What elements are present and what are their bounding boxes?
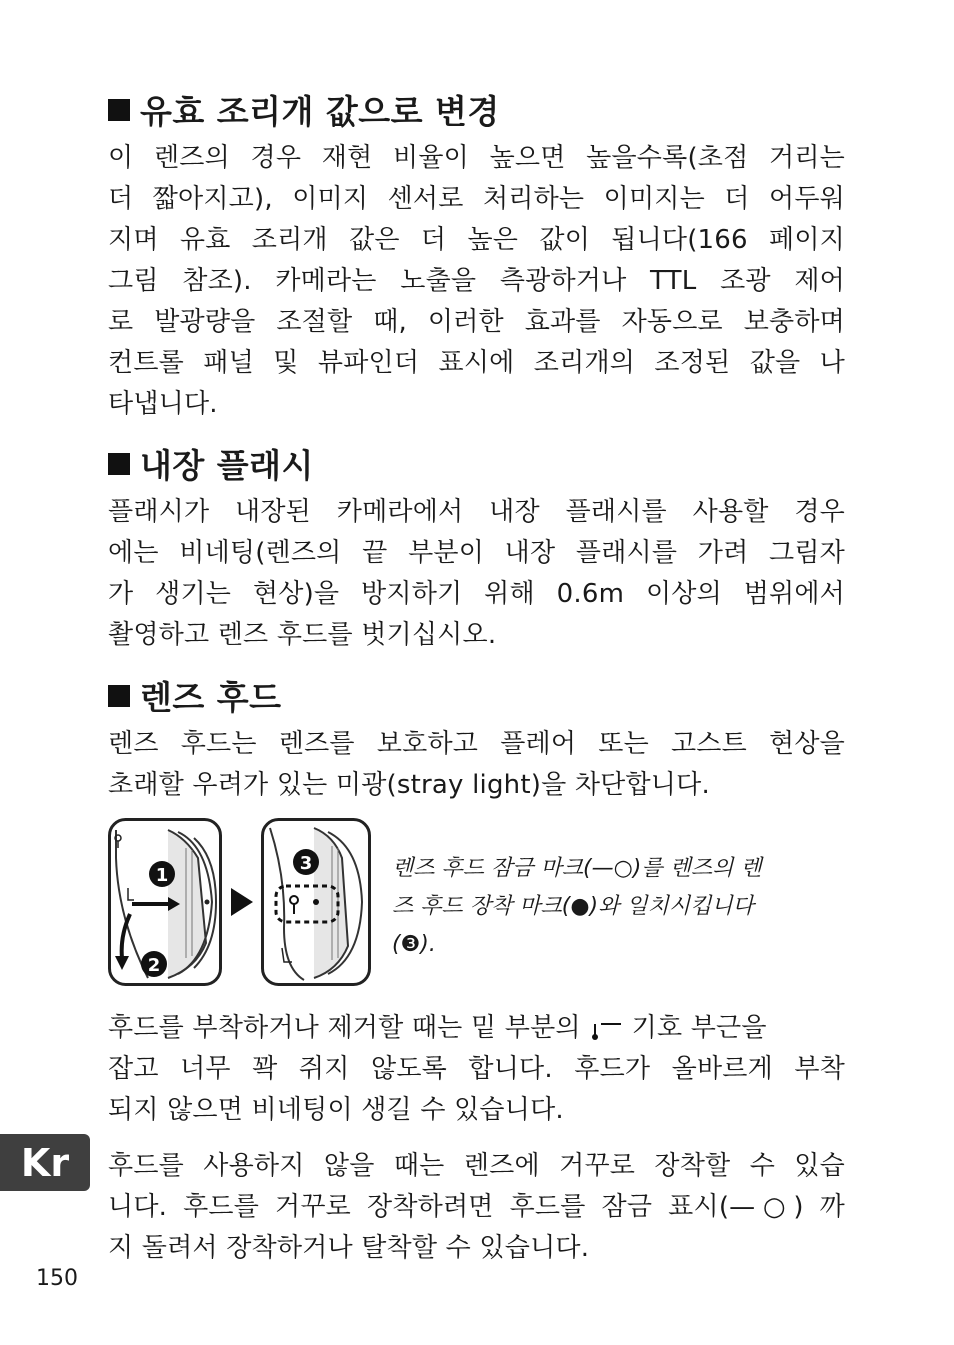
svg-text:2: 2 — [147, 955, 161, 976]
text-line: 에는 비네팅(렌즈의 끝 부분이 내장 플래시를 가려 그림자 — [108, 538, 845, 568]
text-line: 후드를 사용하지 않을 때는 렌즈에 거꾸로 장착할 수 있습 — [108, 1151, 845, 1181]
caption-line: 즈 후드 장착 마크(●)와 일치시킵니다 — [392, 894, 754, 919]
next-step-arrow-icon — [231, 888, 253, 916]
section-title-built-in-flash: 내장 플래시 — [108, 440, 314, 487]
language-tab: Kr — [0, 1134, 90, 1191]
text-line: 타냅니다. — [108, 389, 218, 419]
reverse-mount-paragraph — [108, 1146, 845, 1269]
lens-hood-attach-illustration — [108, 818, 378, 990]
text-line: 촬영하고 렌즈 후드를 벗기십시오. — [108, 620, 497, 650]
text-line: 후드를 부착하거나 제거할 때는 밑 부분의 기호 부근을 — [108, 1013, 767, 1043]
svg-text:1: 1 — [155, 865, 169, 886]
text-line: 잡고 너무 꽉 쥐지 않도록 합니다. 후드가 올바르게 부착 — [108, 1054, 845, 1084]
caption-line: 렌즈 후드 잠금 마크(—○)를 렌즈의 렌 — [392, 856, 762, 881]
built-in-flash-paragraph — [108, 492, 845, 656]
effective-aperture-paragraph — [108, 138, 845, 425]
hood-base-mark-icon — [589, 1016, 623, 1042]
section-title-effective-aperture: 유효 조리개 값으로 변경 — [108, 86, 500, 133]
text-line: 되지 않으면 비네팅이 생길 수 있습니다. — [108, 1095, 564, 1125]
text-line: 플래시가 내장된 카메라에서 내장 플래시를 사용할 경우 — [108, 497, 845, 527]
lens-hood-paragraph — [108, 724, 845, 806]
hood-handling-paragraph — [108, 1008, 845, 1131]
page-number: 150 — [36, 1266, 78, 1291]
lens-panel-after — [263, 820, 370, 985]
caption-line: (❸). — [392, 932, 436, 957]
text-line: 이 렌즈의 경우 재현 비율이 높으면 높을수록(초점 거리는 — [108, 143, 845, 173]
text-line: 지며 유효 조리개 값은 더 높은 값이 됩니다(166 페이지 — [108, 225, 845, 255]
text-line: 로 발광량을 조절할 때, 이러한 효과를 자동으로 보충하며 — [108, 307, 845, 337]
section-title-lens-hood: 렌즈 후드 — [108, 672, 282, 719]
text-line: 니다. 후드를 거꾸로 장착하려면 후드를 잠금 표시(—○) 까 — [108, 1192, 845, 1222]
illustration-caption — [392, 850, 847, 964]
text-line: 가 생기는 현상)을 방지하기 위해 0.6m 이상의 범위에서 — [108, 579, 845, 609]
lens-panel-before — [110, 820, 221, 985]
text-line: 컨트롤 패널 및 뷰파인더 표시에 조리개의 조정된 값을 나 — [108, 348, 845, 378]
text-line: 더 짧아지고), 이미지 센서로 처리하는 이미지는 더 어두워 — [108, 184, 845, 214]
square-bullet-icon — [108, 685, 130, 707]
square-bullet-icon — [108, 453, 130, 475]
text-line: 지 돌려서 장착하거나 탈착할 수 있습니다. — [108, 1233, 590, 1263]
svg-text:3: 3 — [299, 853, 313, 874]
text-line: 초래할 우려가 있는 미광(stray light)을 차단합니다. — [108, 770, 710, 800]
text-line: 렌즈 후드는 렌즈를 보호하고 플레어 또는 고스트 현상을 — [108, 729, 845, 759]
text-line: 그림 참조). 카메라는 노출을 측광하거나 TTL 조광 제어 — [108, 266, 845, 296]
square-bullet-icon — [108, 99, 130, 121]
